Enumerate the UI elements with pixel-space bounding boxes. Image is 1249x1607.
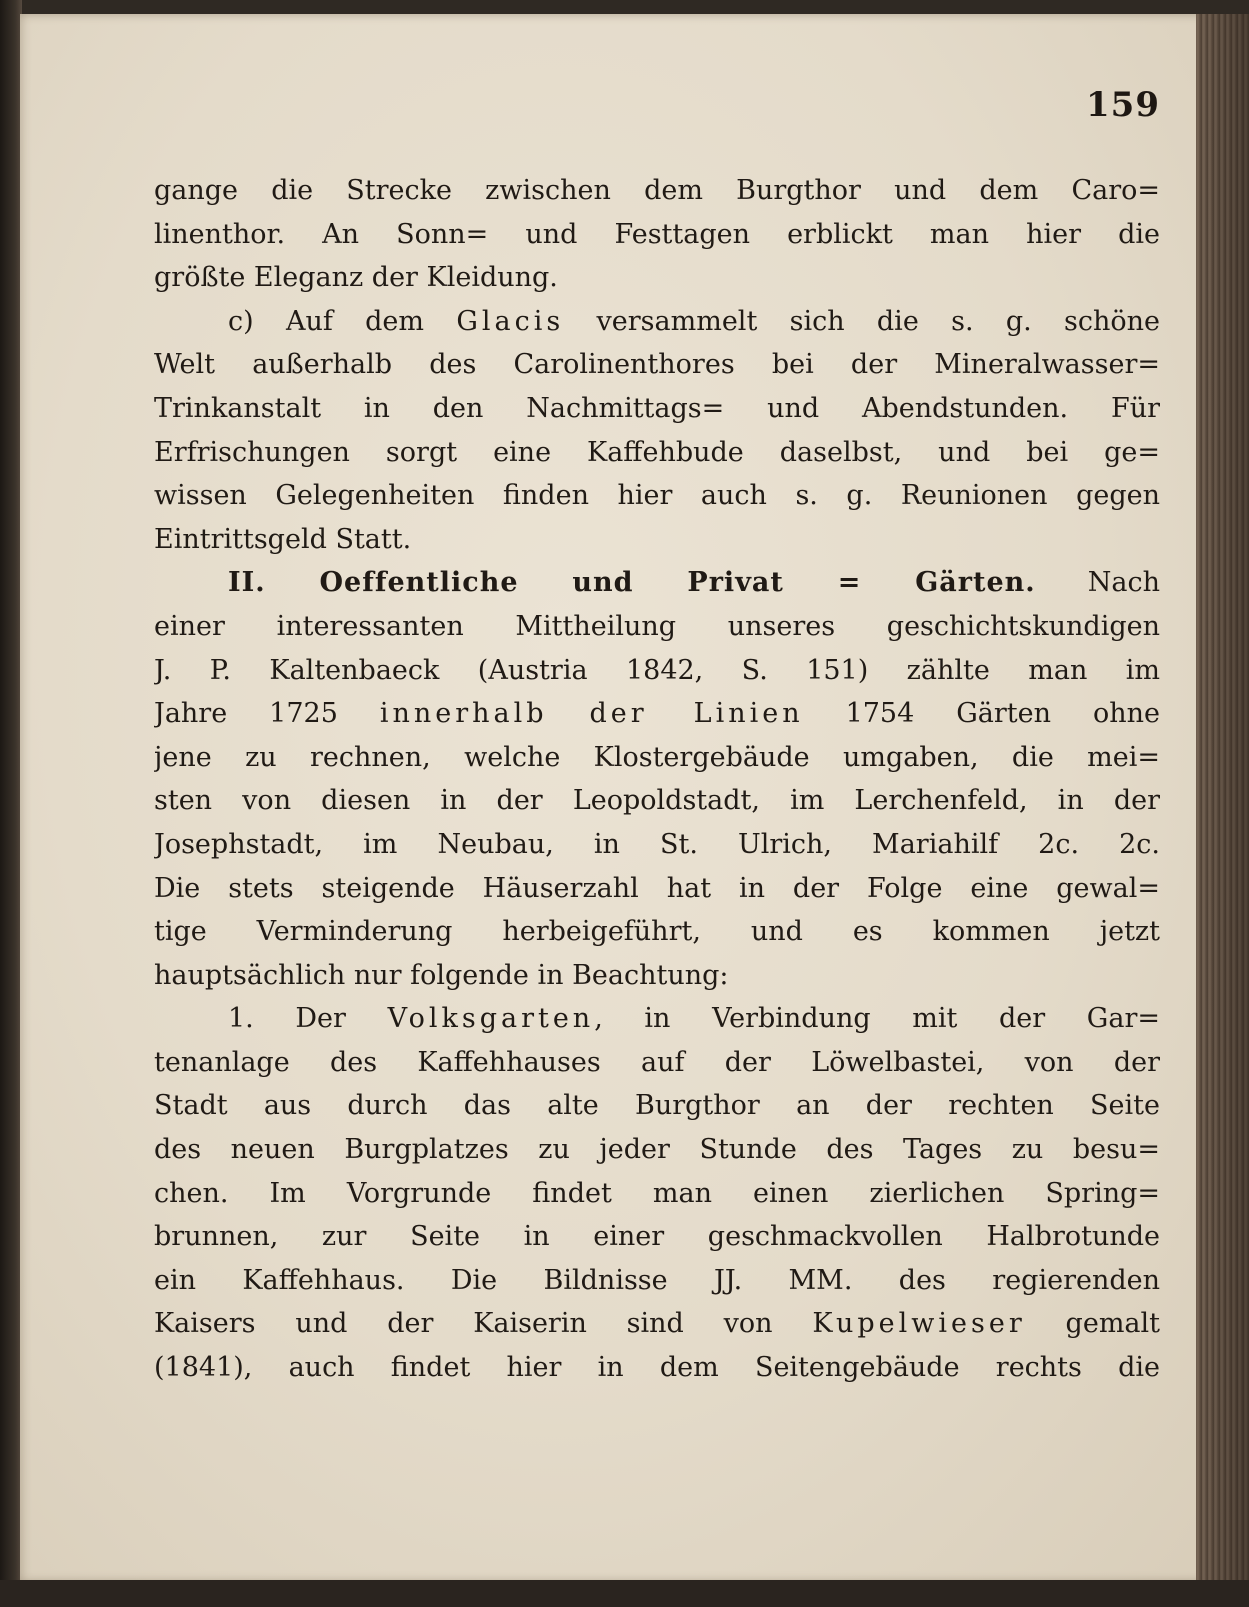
text-line <box>154 1041 1160 1085</box>
spaced-term: Volksgarten <box>387 1003 595 1035</box>
bottom-edge <box>0 1580 1249 1607</box>
text-run: (1841), auch findet hier in dem Seitengebäude rechts die <box>154 1352 1160 1384</box>
text-run: wissen Gelegenheiten finden hier auch s. g. Reunionen gegen <box>154 480 1160 512</box>
text-run: Trinkanstalt in den Nachmittags= und Abendstunden. Für <box>154 392 1160 424</box>
book-spine-edge <box>0 0 22 1607</box>
text-line <box>154 997 1160 1041</box>
text-line <box>154 1259 1160 1303</box>
book-page <box>20 14 1218 1582</box>
text-line <box>154 300 1160 344</box>
text-run: Die stets steigende Häuserzahl hat in der Folge eine gewal= <box>154 872 1160 904</box>
text-line <box>154 867 1160 911</box>
text-run: gange die Strecke zwischen dem Burgthor und dem Caro= <box>154 175 1160 206</box>
edge-shadow <box>1196 14 1249 1582</box>
text-run: Eintrittsgeld Statt. <box>154 523 412 555</box>
text-run: chen. Im Vorgrunde findet man einen zierlichen Spring= <box>154 1177 1160 1209</box>
text-line <box>154 649 1160 693</box>
text-line <box>154 387 1160 431</box>
text-run <box>548 698 590 729</box>
text-line <box>154 823 1160 867</box>
text-line <box>154 474 1160 518</box>
page-text-block <box>154 85 1160 1465</box>
text-run: tige Verminderung herbeigeführt, und es kommen jetzt <box>154 916 1160 948</box>
section-heading: II. Oeffentliche und Privat = Gärten. <box>228 567 1036 599</box>
text-run: Erfrischungen sorgt eine Kaffehbude daselbst, und bei ge= <box>154 436 1160 468</box>
text-line <box>154 518 1160 562</box>
text-line <box>154 605 1160 649</box>
text-run: versammelt sich die s. g. schöne <box>564 305 1160 337</box>
text-run: J. P. Kaltenbaeck (Austria 1842, S. 151) zählte man im <box>154 654 1160 686</box>
text-run: jene zu rechnen, welche Klostergebäude umgaben, die mei= <box>154 741 1160 773</box>
text-line <box>154 954 1160 998</box>
text-run: sten von diesen in der Leopoldstadt, im Lerchenfeld, in der <box>154 785 1160 817</box>
spaced-term: Glacis <box>456 305 565 337</box>
text-line <box>154 213 1160 257</box>
text-run: Jahre 1725 <box>154 698 380 730</box>
text-line <box>154 431 1160 475</box>
text-line <box>154 779 1160 823</box>
text-run: größte Eleganz der Kleidung. <box>154 262 558 294</box>
text-run: 1754 Gärten ohne <box>803 698 1160 730</box>
text-run: c) Auf dem <box>228 305 457 337</box>
text-line <box>154 1084 1160 1128</box>
text-run: hauptsächlich nur folgende in Beachtung: <box>154 959 729 991</box>
spaced-term: der Linien <box>589 698 804 730</box>
text-run: Josephstadt, im Neubau, in St. Ulrich, Mariahilf 2c. 2c. <box>154 828 1160 860</box>
page-stack-edge <box>1196 14 1249 1582</box>
text-run: 1. Der <box>228 1003 388 1035</box>
section-heading-line <box>154 561 1160 605</box>
spaced-term: innerhalb <box>379 698 548 730</box>
text-line <box>154 169 1160 213</box>
text-line <box>154 343 1160 387</box>
text-line <box>154 692 1160 736</box>
text-run: Kaisers und der Kaiserin sind von <box>154 1308 813 1340</box>
text-run: Nach <box>1035 567 1160 599</box>
text-line <box>154 1346 1160 1390</box>
text-run: einer interessanten Mittheilung unseres geschichtskundigen <box>154 610 1160 642</box>
text-line <box>154 1302 1160 1346</box>
text-run: des neuen Burgplatzes zu jeder Stunde des Tages zu besu= <box>154 1134 1160 1166</box>
page-number: 159 <box>1086 85 1160 125</box>
text-line <box>154 1215 1160 1259</box>
text-run: linenthor. An Sonn= und Festtagen erblickt man hier die <box>154 218 1160 250</box>
text-run: Welt außerhalb des Carolinenthores bei der Mineralwasser= <box>154 349 1160 381</box>
spaced-term: Kupelwieser <box>812 1308 1026 1340</box>
text-run: tenanlage des Kaffehhauses auf der Löwelbastei, von der <box>154 1046 1160 1078</box>
text-line <box>154 1128 1160 1172</box>
text-line <box>154 256 1160 300</box>
text-run: brunnen, zur Seite in einer geschmackvollen Halbrotunde <box>154 1221 1160 1253</box>
text-line <box>154 1172 1160 1216</box>
text-run: Stadt aus durch das alte Burgthor an der rechten Seite <box>154 1090 1160 1122</box>
text-line <box>154 910 1160 954</box>
text-run: , in Verbindung mit der Gar= <box>594 1003 1160 1035</box>
text-line <box>154 736 1160 780</box>
body-text <box>154 169 1160 1390</box>
text-run: gemalt <box>1025 1308 1160 1340</box>
text-run: ein Kaffehhaus. Die Bildnisse JJ. MM. des regierenden <box>154 1264 1160 1296</box>
